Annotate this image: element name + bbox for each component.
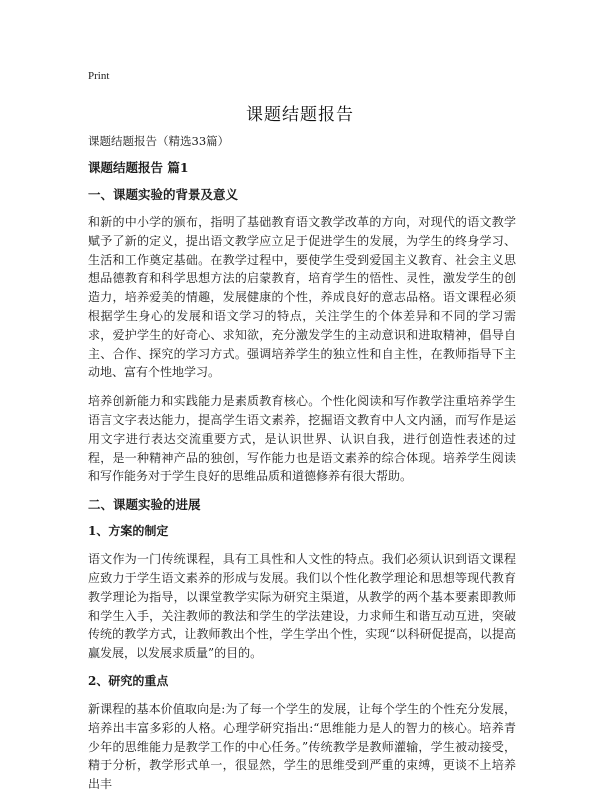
paragraph-focus: 新课程的基本价值取向是:为了每一个学生的发展，让每个学生的个性充分发展，培养出丰富多彩的人格。心理学研究指出:“思维能力是人的智力的核心。培养青少年的思维能力是教学工作的中心任务。”传统教学是教师灌输，学生被动接受，精于分析，教学形式单一，很显然，学生的思维受到严重的束缚，更谈不上培养出丰 — [88, 701, 516, 792]
document-body — [88, 133, 516, 804]
page-title: 课题结题报告 — [246, 105, 354, 125]
paragraph-background-2: 培养创新能力和实践能力是素质教育核心。个性化阅读和写作教学注重培养学生语言文字表达能力，提高学生语文素养，挖掘语文教育中人文内涵，而写作是运用文字进行表达交流重要方式，是认识世界、认识自我，进行创造性表述的过程，是一种精神产品的独创，写作能力也是语文素养的综合体现。培养学生阅读和写作能务对于学生良好的思维品质和道德修养有很大帮助。 — [88, 394, 516, 484]
sub-heading-focus: 2、研究的重点 — [88, 673, 169, 688]
section-heading-progress: 二、课题实验的进展 — [88, 497, 201, 513]
sub-heading-plan: 1、方案的制定 — [88, 524, 169, 539]
part-heading: 课题结题报告 篇1 — [88, 160, 189, 175]
section-heading-background: 一、课题实验的背景及意义 — [88, 187, 239, 202]
document-subtitle: 课题结题报告（精选33篇） — [88, 134, 230, 148]
paragraph-plan: 语文作为一门传统课程，具有工具性和人文性的特点。我们必须认识到语文课程应致力于学生语文素养的形成与发展。我们以个性化教学理论和思想等现代教育教学理论为指导，以课堂教学实际为研究主渠道，从教学的两个基本要素即教师和学生入手，关注教师的教法和学生的学法建设，力求师生和谐互动互进，突破传统的教学方式，让教师教出个性，学生学出个性，实现“以科研促提高，以提高赢发展，以发展求质量”的目的。 — [88, 552, 516, 661]
paragraph-background-1: 和新的中小学的颁布，指明了基础教育语文教学改革的方向，对现代的语文教学赋予了新的定义，提出语文教学应立足于促进学生的发展，为学生的终身学习、生活和工作奠定基础。在教学过程中，要使学生受到爱国主义教育、社会主义思想品德教育和科学思想方法的启蒙教育，培育学生的悟性、灵性，激发学生的创造力，培养爱美的情趣，发展健康的个性，养成良好的意志品格。语文课程必须根据学生身心的发展和语文学习的特点，关注学生的个体差异和不同的学习需求，爱护学生的好奇心、求知欲，充分激发学生的主动意识和进取精神，倡导自主、合作、探究的学习方式。强调培养学生的独立性和自主性，在教师指导下主动地、富有个性地学习。 — [88, 215, 516, 380]
print-label: Print — [88, 70, 110, 82]
